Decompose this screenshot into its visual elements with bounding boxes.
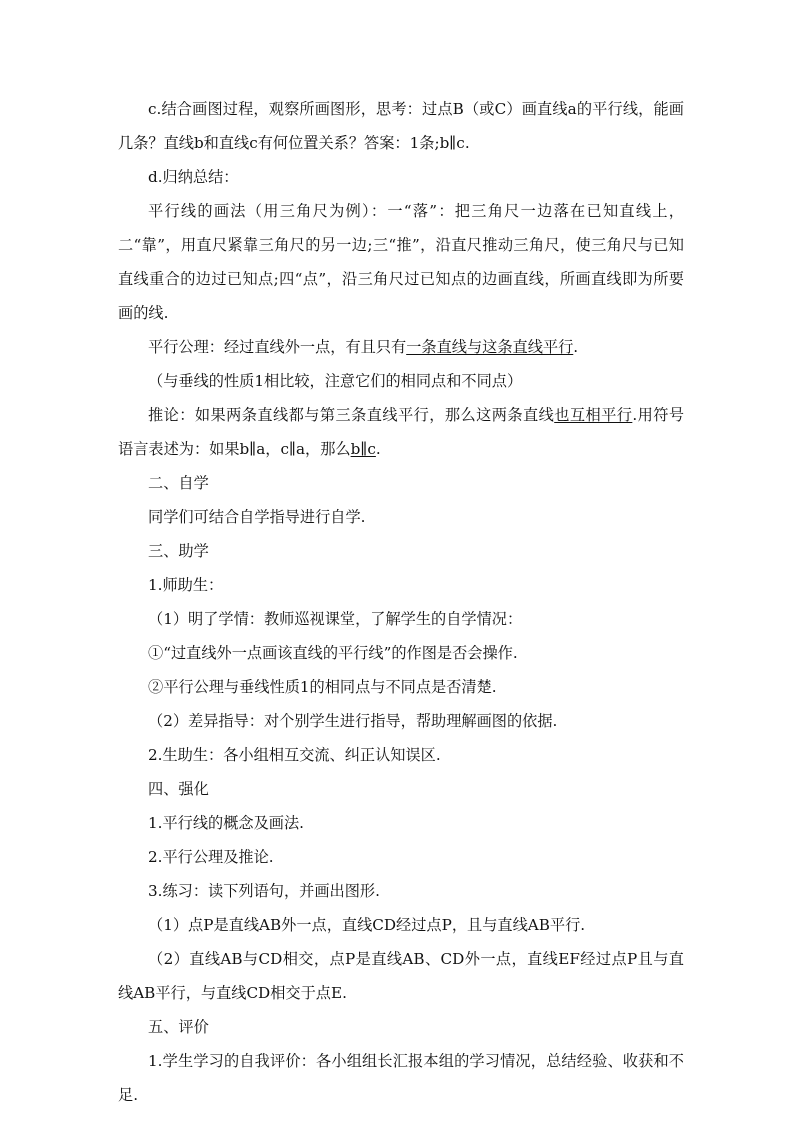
axiom-underlined: 一条直线与这条直线平行 (406, 338, 574, 356)
axiom-prefix: 平行公理：经过直线外一点，有且只有 (148, 338, 407, 356)
paragraph-check-1: ①“过直线外一点画该直线的平行线”的作图是否会操作. (148, 644, 518, 662)
paragraph-corollary (118, 398, 684, 466)
paragraph-self-study: 同学们可结合自学指导进行自学. (148, 508, 366, 526)
document-body (118, 92, 684, 1112)
section-heading-assist: 三、助学 (148, 542, 209, 560)
paragraph-reinforce-2: 2.平行公理及推论. (148, 848, 274, 866)
paragraph-compare-note: （与垂线的性质1相比较，注意它们的相同点和不同点） (148, 372, 523, 390)
axiom-suffix: . (573, 338, 579, 356)
paragraph-drawing-method: 平行线的画法（用三角尺为例）：一“落”：把三角尺一边落在已知直线上，二“靠”，用直尺紧靠三角尺的另一边;三“推”，沿直尺推动三角尺，使三角尺与已知直线重合的边过已知点;四“点”，沿三角尺过已知点的边画直线，所画直线即为所要画的线. (118, 202, 684, 322)
paragraph-differential-guidance: （2）差异指导：对个别学生进行指导，帮助理解画图的依据. (148, 712, 558, 730)
paragraph-reinforce-1: 1.平行线的概念及画法. (148, 814, 305, 832)
paragraph-exercise: 3.练习：读下列语句，并画出图形. (148, 882, 380, 900)
paragraph-self-evaluation: 1.学生学习的自我评价：各小组组长汇报本组的学习情况，总结经验、收获和不足. (118, 1052, 684, 1104)
corollary-underlined-2: b∥c (350, 440, 376, 458)
corollary-suffix: . (375, 440, 381, 458)
section-heading-self-study: 二、自学 (148, 474, 209, 492)
paragraph-peer-help: 2.生助生：各小组相互交流、纠正认知误区. (148, 746, 441, 764)
corollary-middle: .用符号语言表述为：如果b∥a，c∥a，那么 (118, 406, 685, 458)
paragraph-c: c.结合画图过程，观察所画图形，思考：过点B（或C）画直线a的平行线，能画几条？直线b和直线c有何位置关系？答案：1条;b∥c. (118, 100, 684, 152)
paragraph-teacher-helps: 1.师助生： (148, 576, 224, 594)
section-heading-evaluate: 五、评价 (148, 1018, 209, 1036)
paragraph-exercise-1: （1）点P是直线AB外一点，直线CD经过点P，且与直线AB平行. (148, 916, 586, 934)
paragraph-d: d.归纳总结： (148, 168, 239, 186)
paragraph-check-2: ②平行公理与垂线性质1的相同点与不同点是否清楚. (148, 678, 497, 696)
paragraph-parallel-axiom (118, 330, 684, 364)
paragraph-understand-situation: （1）明了学情：教师巡视课堂，了解学生的自学情况： (148, 610, 523, 628)
corollary-prefix: 推论：如果两条直线都与第三条直线平行，那么这两条直线 (148, 406, 555, 424)
section-heading-reinforce: 四、强化 (148, 780, 209, 798)
corollary-underlined-1: 也互相平行 (554, 406, 633, 424)
paragraph-exercise-2: （2）直线AB与CD相交，点P是直线AB、CD外一点，直线EF经过点P且与直线AB平行，与直线CD相交于点E. (118, 950, 684, 1002)
